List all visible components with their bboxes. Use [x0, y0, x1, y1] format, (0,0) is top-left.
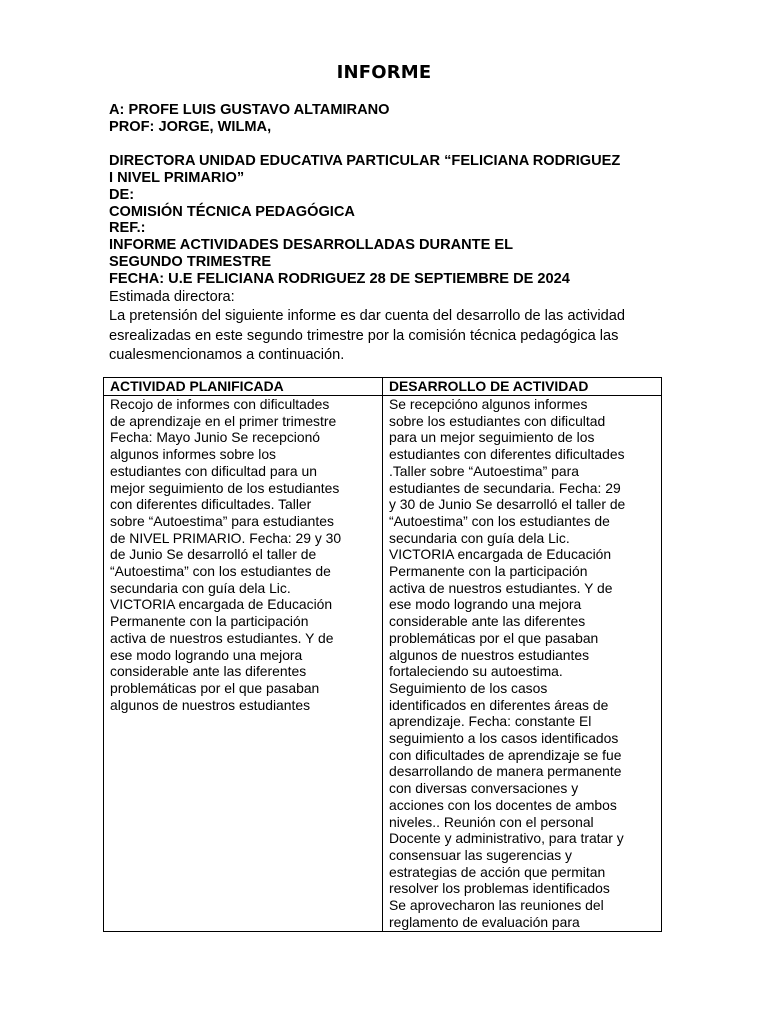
- cell-text-line: VICTORIA encargada de Educación: [389, 546, 612, 563]
- cell-text-line: estudiantes con dificultad para un: [110, 462, 317, 479]
- cell-text-line: ese modo logrando una mejora: [389, 596, 582, 613]
- cell-text-line: considerable ante las diferentes: [110, 663, 307, 680]
- document-title: INFORME: [336, 62, 432, 83]
- cell-text-line: identificados en diferentes áreas de: [389, 696, 609, 713]
- intro-line: La pretensión del siguiente informe es dar cuenta del desarrollo de las actividad: [109, 308, 625, 324]
- cell-text-line: Se aprovecharon las reuniones del: [389, 897, 604, 914]
- cell-text-line: Permanente con la participación: [110, 613, 309, 630]
- cell-text-line: de NIVEL PRIMARIO. Fecha: 29 y 30: [110, 529, 342, 546]
- cell-text-line: considerable ante las diferentes: [389, 613, 586, 630]
- cell-text-line: problemáticas por el que pasaban: [110, 679, 320, 696]
- cell-text-line: “Autoestima” con los estudiantes de: [389, 512, 610, 529]
- greeting: Estimada directora:: [109, 289, 235, 305]
- cell-text-line: resolver los problemas identificados: [389, 880, 610, 897]
- header-ref-label: REF.:: [109, 220, 146, 236]
- cell-text-line: con diversas conversaciones y: [389, 780, 579, 797]
- header-recipient-line: A: PROFE LUIS GUSTAVO ALTAMIRANO: [109, 102, 390, 118]
- header-prof-line: PROF: JORGE, WILMA,: [109, 119, 272, 135]
- cell-text-line: secundaria con guía dela Lic.: [110, 579, 291, 596]
- intro-line: cualesmencionamos a continuación.: [109, 347, 345, 363]
- cell-text-line: algunos de nuestros estudiantes: [110, 696, 311, 713]
- cell-text-line: fortaleciendo su autoestima.: [389, 663, 563, 680]
- cell-text-line: .Taller sobre “Autoestima” para: [389, 462, 579, 479]
- cell-text-line: VICTORIA encargada de Educación: [110, 596, 333, 613]
- cell-text-line: acciones con los docentes de ambos: [389, 796, 617, 813]
- cell-text-line: Docente y administrativo, para tratar y: [389, 830, 624, 847]
- intro-paragraph: [109, 307, 669, 366]
- activities-table: [103, 377, 662, 932]
- cell-text-line: activa de nuestros estudiantes. Y de: [110, 629, 334, 646]
- cell-text-line: Se recepcióno algunos informes: [389, 396, 588, 412]
- cell-text-line: sobre los estudiantes con dificultad: [389, 412, 606, 429]
- column-header-actividad-planificada: ACTIVIDAD PLANIFICADA: [104, 378, 383, 396]
- cell-text-line: sobre “Autoestima” para estudiantes: [110, 512, 334, 529]
- cell-text-line: “Autoestima” con los estudiantes de: [110, 563, 331, 580]
- cell-text-line: estudiantes con diferentes dificultades: [389, 446, 625, 463]
- cell-text-line: estudiantes de secundaria. Fecha: 29: [389, 479, 621, 496]
- cell-text-line: niveles.. Reunión con el personal: [389, 813, 594, 830]
- intro-line: esrealizadas en este segundo trimestre por la comisión técnica pedagógica las: [109, 327, 619, 344]
- cell-text-line: Fecha: Mayo Junio Se recepcionó: [110, 429, 321, 446]
- table-header-row: [104, 378, 662, 396]
- header-comision-line: COMISIÓN TÉCNICA PEDAGÓGICA: [109, 204, 355, 220]
- cell-text-line: algunos de nuestros estudiantes: [389, 646, 590, 663]
- cell-text-line: estrategias de acción que permitan: [389, 863, 606, 880]
- column-header-desarrollo-de-actividad: DESARROLLO DE ACTIVIDAD: [383, 378, 662, 396]
- header-de-label: DE:: [109, 187, 135, 203]
- cell-text-line: y 30 de Junio Se desarrolló el taller de: [389, 496, 626, 513]
- planned-activity-cell: [104, 396, 383, 932]
- header-ref-line-1: INFORME ACTIVIDADES DESARROLLADAS DURANTE EL: [109, 237, 514, 253]
- cell-text-line: secundaria con guía dela Lic.: [389, 529, 570, 546]
- header-nivel-line: I NIVEL PRIMARIO”: [109, 170, 245, 186]
- cell-text-line: de Junio Se desarrolló el taller de: [110, 546, 317, 563]
- cell-text-line: algunos informes sobre los: [110, 446, 277, 463]
- cell-text-line: reglamento de evaluación para: [389, 913, 580, 930]
- cell-text-line: consensuar las sugerencias y: [389, 846, 572, 863]
- cell-text-line: ese modo logrando una mejora: [110, 646, 303, 663]
- cell-text-line: Recojo de informes con dificultades: [110, 396, 330, 412]
- cell-text-line: para un mejor seguimiento de los: [389, 429, 595, 446]
- cell-text-line: seguimiento a los casos identificados: [389, 730, 619, 747]
- cell-text-line: desarrollando de manera permanente: [389, 763, 622, 780]
- header-directora-line: DIRECTORA UNIDAD EDUCATIVA PARTICULAR “FELICIANA RODRIGUEZ: [109, 153, 621, 169]
- cell-text-line: con dificultades de aprendizaje se fue: [389, 746, 622, 763]
- cell-text-line: de aprendizaje en el primer trimestre: [110, 412, 337, 429]
- cell-text-line: Permanente con la participación: [389, 563, 588, 580]
- header-ref-line-2: SEGUNDO TRIMESTRE: [109, 254, 272, 270]
- header-fecha-line: FECHA: U.E FELICIANA RODRIGUEZ 28 DE SEPTIEMBRE DE 2024: [109, 271, 570, 287]
- cell-text-line: mejor seguimiento de los estudiantes: [110, 479, 340, 496]
- table-row: [104, 396, 662, 932]
- activity-development-cell: [383, 396, 662, 932]
- cell-text-line: activa de nuestros estudiantes. Y de: [389, 579, 613, 596]
- cell-text-line: Seguimiento de los casos: [389, 679, 548, 696]
- cell-text-line: problemáticas por el que pasaban: [389, 629, 599, 646]
- cell-text-line: con diferentes dificultades. Taller: [110, 496, 312, 513]
- cell-text-line: aprendizaje. Fecha: constante El: [389, 713, 592, 730]
